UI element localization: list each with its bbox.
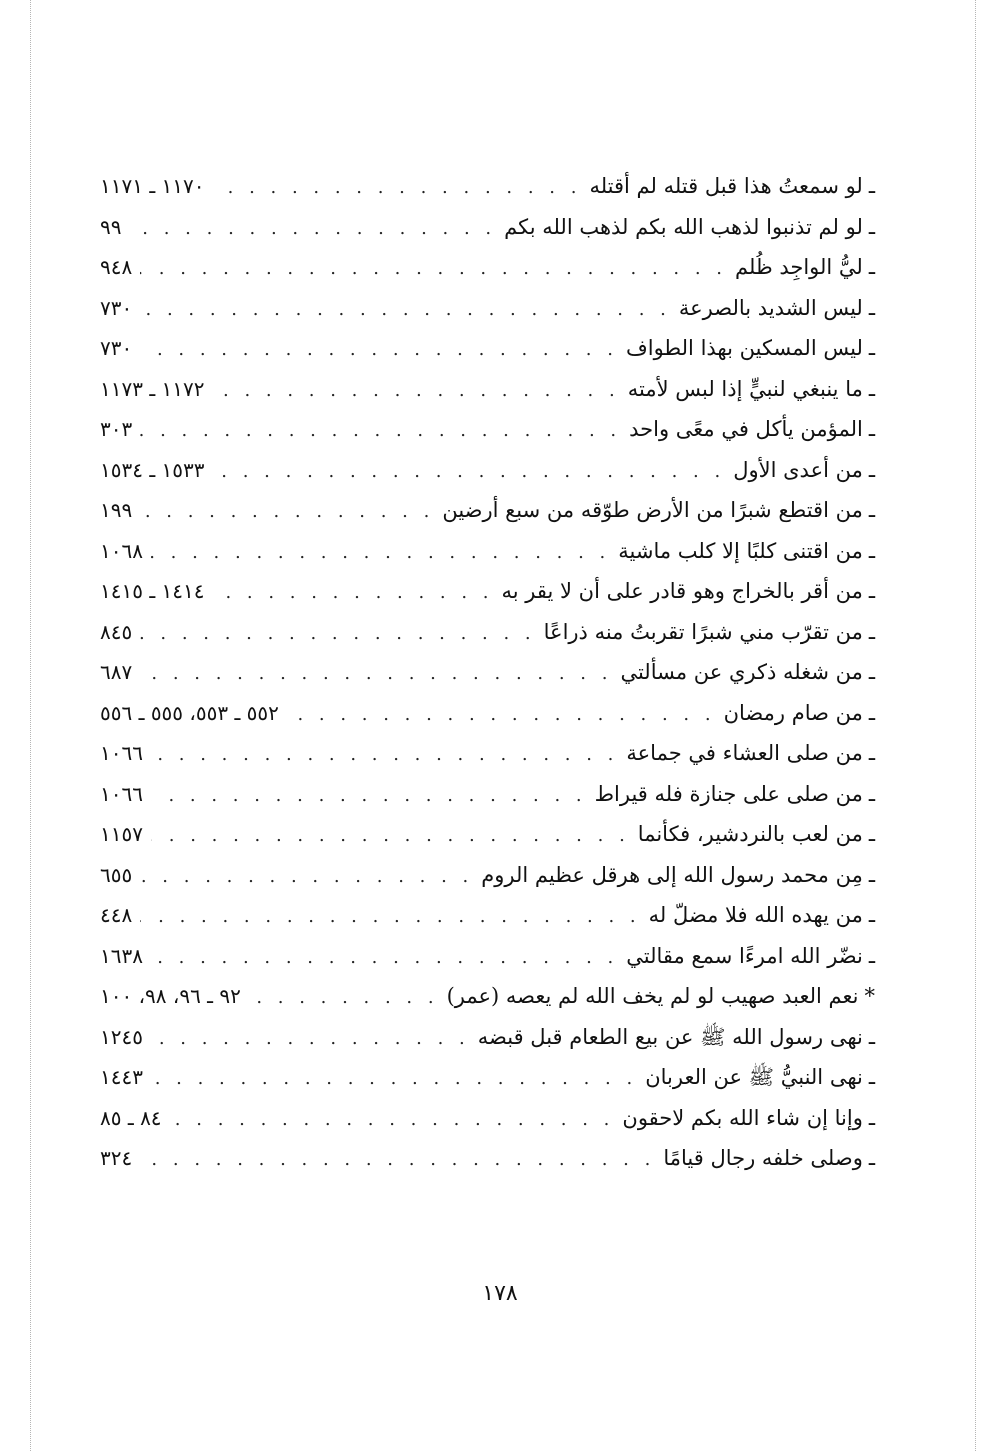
entry-marker: ـ	[868, 498, 875, 522]
entry-text: من أقر بالخراج وهو قادر على أن لا يقر به	[501, 579, 863, 603]
dot-leader	[213, 452, 726, 493]
index-entry	[100, 1057, 875, 1098]
dot-leader	[213, 168, 582, 209]
dot-leader	[213, 371, 620, 412]
entry-marker: *	[864, 984, 875, 1008]
entry-marker: ـ	[868, 822, 875, 846]
index-entry	[100, 652, 875, 693]
entry-page-refs: ١٤٤٣	[100, 1065, 143, 1089]
index-entry	[100, 571, 875, 612]
entry-page-refs: ٧٣٠	[100, 295, 133, 320]
dot-leader	[151, 1019, 470, 1060]
entry-marker: ـ	[868, 295, 875, 320]
entry-page-refs: ١٠٦٦	[100, 741, 143, 765]
entry-page-refs: ١١٧٢ ـ ١١٧٣	[100, 376, 205, 401]
entry-marker: ـ	[868, 619, 875, 644]
index-entry	[100, 895, 875, 936]
entry-marker: ـ	[868, 255, 875, 279]
entry-page-refs: ١٤١٤ ـ ١٤١٥	[100, 579, 205, 603]
entry-page-refs: ٦٨٧	[100, 660, 133, 684]
index-entry	[100, 450, 875, 491]
entry-marker: ـ	[868, 376, 875, 401]
index-entry	[100, 369, 875, 410]
index-entry	[100, 1138, 875, 1179]
entry-marker: ـ	[868, 1024, 875, 1049]
dot-leader	[151, 938, 618, 979]
entry-text: من شغله ذكري عن مسألتي	[620, 660, 863, 684]
entry-page-refs: ٨٤ ـ ٨٥	[100, 1105, 162, 1130]
entry-page-refs: ٨٤٥	[100, 619, 133, 644]
dot-leader	[140, 290, 671, 331]
dot-leader	[140, 857, 473, 898]
entry-marker: ـ	[868, 417, 875, 441]
entry-page-refs: ٩٤٨	[100, 255, 133, 279]
index-entry	[100, 328, 875, 369]
entry-page-refs: ٩٩	[100, 214, 122, 239]
dot-leader	[151, 776, 587, 817]
entry-page-refs: ١٦٣٨	[100, 943, 143, 968]
index-entry	[100, 1098, 875, 1139]
entry-page-refs: ١٢٤٥	[100, 1024, 143, 1049]
entry-text: وإنا إن شاء الله بكم لاحقون	[622, 1105, 863, 1130]
entry-marker: ـ	[868, 1146, 875, 1170]
index-entry	[100, 693, 875, 734]
dot-leader	[140, 492, 434, 533]
entry-page-refs: ٣٢٤	[100, 1146, 133, 1170]
dot-leader	[249, 978, 439, 1019]
entry-page-refs: ٩٢ ـ ٩٦، ٩٨، ١٠٠	[100, 984, 241, 1008]
dot-leader	[140, 330, 618, 371]
dot-leader	[287, 695, 716, 736]
entry-text: من صلى العشاء في جماعة	[626, 741, 863, 765]
page-number: ١٧٨	[482, 1281, 518, 1306]
entry-text: مِن محمد رسول الله إلى هرقل عظيم الروم	[481, 862, 863, 887]
entry-text: نهى النبيُّ ﷺ عن العربان	[645, 1065, 863, 1089]
entry-text: ليس الشديد بالصرعة	[678, 295, 863, 320]
index-entry	[100, 612, 875, 653]
index-entry	[100, 936, 875, 977]
entry-marker: ـ	[868, 1065, 875, 1089]
entry-marker: ـ	[868, 1105, 875, 1130]
entry-marker: ـ	[868, 903, 875, 927]
dot-leader	[151, 735, 618, 776]
index-entry	[100, 288, 875, 329]
entry-page-refs: ٧٣٠	[100, 336, 133, 360]
dot-leader	[140, 411, 621, 452]
index-entry	[100, 976, 875, 1017]
entry-text: من اقتطع شبرًا من الأرض طوّقه من سبع أرضين	[442, 498, 863, 522]
index-entry	[100, 855, 875, 896]
entry-page-refs: ١١٥٧	[100, 822, 143, 846]
entry-page-refs: ٥٥٢ ـ ٥٥٣، ٥٥٥ ـ ٥٥٦	[100, 700, 279, 725]
entry-text: من لعب بالنردشير، فكأنما	[637, 822, 863, 846]
entry-text: نضّر الله امرءًا سمع مقالتي	[626, 943, 863, 968]
index-list	[100, 166, 875, 1179]
entry-text: ما ينبغي لنبيٍّ إذا لبس لأمته	[627, 376, 863, 401]
entry-marker: ـ	[868, 336, 875, 360]
index-entry	[100, 733, 875, 774]
entry-page-refs: ١٠٦٦	[100, 781, 143, 806]
index-entry	[100, 774, 875, 815]
entry-text: من صام رمضان	[723, 700, 863, 725]
entry-text: لو لم تذنبوا لذهب الله بكم لذهب الله بكم	[504, 214, 863, 239]
index-entry	[100, 207, 875, 248]
entry-text: من اقتنى كلبًا إلا كلب ماشية	[618, 538, 863, 563]
entry-text: نعم العبد صهيب لو لم يخف الله لم يعصه (عمر)	[446, 984, 859, 1008]
entry-page-refs: ١١٧٠ ـ ١١٧١	[100, 174, 205, 198]
dot-leader	[140, 249, 727, 290]
dot-leader	[140, 654, 612, 695]
entry-page-refs: ٤٤٨	[100, 903, 133, 927]
dot-leader	[170, 1100, 615, 1141]
entry-text: لو سمعتُ هذا قبل قتله لم أقتله	[589, 174, 863, 198]
entry-page-refs: ١٩٩	[100, 498, 133, 522]
entry-marker: ـ	[868, 579, 875, 603]
dot-leader	[140, 1140, 655, 1181]
index-entry	[100, 247, 875, 288]
entry-text: من أعدى الأول	[733, 457, 863, 482]
index-entry	[100, 1017, 875, 1058]
dot-leader	[140, 897, 640, 938]
entry-marker: ـ	[868, 214, 875, 239]
dot-leader	[140, 614, 535, 655]
entry-marker: ـ	[868, 943, 875, 968]
entry-text: وصلى خلفه رجال قيامًا	[663, 1146, 863, 1170]
entry-marker: ـ	[868, 660, 875, 684]
entry-page-refs: ٣٠٣	[100, 417, 133, 441]
entry-marker: ـ	[868, 457, 875, 482]
entry-marker: ـ	[868, 862, 875, 887]
dot-leader	[151, 816, 630, 857]
entry-marker: ـ	[868, 741, 875, 765]
entry-text: من تقرّب مني شبرًا تقربتُ منه ذراعًا	[543, 619, 863, 644]
entry-text: المؤمن يأكل في معًى واحد	[629, 417, 863, 441]
index-entry	[100, 490, 875, 531]
index-entry	[100, 166, 875, 207]
entry-text: نهى رسول الله ﷺ عن بيع الطعام قبل قبضه	[477, 1024, 863, 1049]
right-margin-line	[975, 0, 976, 1451]
entry-marker: ـ	[868, 538, 875, 563]
left-margin-line	[30, 0, 31, 1451]
entry-marker: ـ	[868, 700, 875, 725]
dot-leader	[151, 1059, 637, 1100]
entry-text: من يهده الله فلا مضلّ له	[648, 903, 863, 927]
index-entry	[100, 814, 875, 855]
entry-text: ليس المسكين بهذا الطواف	[625, 336, 863, 360]
entry-page-refs: ١٥٣٣ ـ ١٥٣٤	[100, 457, 205, 482]
entry-marker: ـ	[868, 781, 875, 806]
entry-page-refs: ٦٥٥	[100, 862, 133, 887]
index-entry	[100, 531, 875, 572]
entry-page-refs: ١٠٦٨	[100, 538, 143, 563]
dot-leader	[129, 209, 496, 250]
entry-text: من صلى على جنازة فله قيراط	[594, 781, 863, 806]
dot-leader	[151, 533, 610, 574]
dot-leader	[213, 573, 494, 614]
entry-marker: ـ	[868, 174, 875, 198]
index-entry	[100, 409, 875, 450]
entry-text: ليُّ الواجِد ظُلم	[735, 255, 863, 279]
